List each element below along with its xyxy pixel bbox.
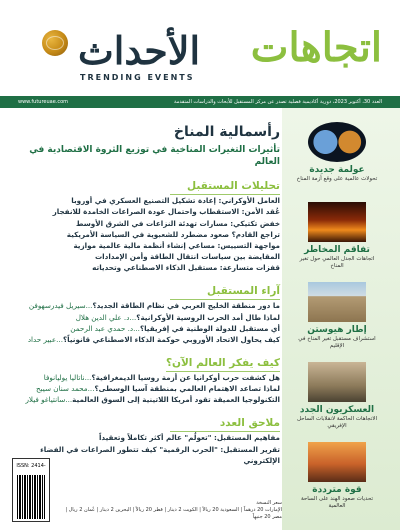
dry-land-image (308, 282, 366, 322)
list-item: التكنولوجيا العميقة تقود أمريكا اللاتينية إلى السوق العالمية...سانتياغو فيلار (25, 395, 280, 405)
list-item: ما دور منطقة الخليج العربي في نظام الطاقة الجديد؟...سيريل فيدرسهوفن (28, 301, 280, 311)
magazine-title-dark: الأحداث (78, 28, 200, 73)
feature-column (282, 108, 400, 530)
issue-info-bar (0, 96, 400, 108)
section-supplements (12, 405, 280, 465)
feature-item (294, 442, 380, 510)
globe-logo-icon (42, 30, 68, 56)
section-heading: ملاحق العدد (170, 417, 280, 432)
barcode-bars-icon (17, 475, 45, 519)
masthead (0, 0, 400, 96)
list-item: لماذا تصاعد الاهتمام العالمي بمنطقة آسيا الوسطى؟...محمد سنان سيبح (36, 384, 280, 394)
list-item: كيف يحاول الاتحاد الأوروبي حوكمة الذكاء الاصطناعي قانونياً؟...عبير حداد (27, 334, 280, 344)
lead-subtitle: تأثيرات التغيرات المناخية في توزيع الثروة الاقتصادية في العالم (29, 145, 280, 168)
feature-subtitle: تحولات عالمية على وقع أزمة المناخ (296, 175, 378, 182)
feature-subtitle: اتجاهات الجدل العالمي حول تغير المناخ (299, 255, 375, 269)
feature-subtitle: تحديات صعود الهند على الساحة العالمية (300, 495, 374, 509)
feature-item (294, 202, 380, 270)
planets-image (308, 122, 366, 162)
section-heading: كيف يفكر العالم الآن؟ (166, 357, 280, 372)
list-item: هل كشفت حرب أوكرانيا عن أزمة روسيا الديمغرافية؟...ناتاليا يوليانوفا (43, 373, 280, 382)
feature-title: قوة مترددة (312, 485, 362, 495)
section-heading: تحليلات المستقبل (170, 180, 280, 195)
feature-title: العسكريون الجدد (299, 405, 375, 415)
wildfire-image (308, 202, 366, 242)
feature-item (294, 122, 380, 183)
lead-title: رأسمالية المناخ (173, 124, 280, 140)
feature-subtitle: استشراف مستقبل تغير المناخ في الإقليم (298, 335, 376, 349)
feature-title: عولمة جديدة (309, 165, 365, 175)
barcode (12, 458, 50, 522)
issn-number: ISSN: 2414- (16, 463, 46, 469)
feature-subtitle: الاتجاهات الحاكمة لانقلابات الساحل الإفريقي (296, 415, 378, 429)
india-gate-image (308, 442, 366, 482)
list-item: العامل الأوكراني: إعادة تشكيل التصنيع العسكري في أوروبا (71, 196, 280, 206)
list-item: المقايضة بين سياسات انتقال الطاقة وأمن الإمدادات (94, 252, 280, 262)
price-list (58, 500, 282, 521)
soldiers-image (308, 362, 366, 402)
magazine-title-latin: TRENDING EVENTS (80, 73, 195, 82)
list-item: مواجهة التسييس: مساعي إنشاء أنظمة مالية عالمية موازية (73, 240, 280, 250)
issue-info: العدد 30، أكتوبر 2023، دورية أكاديمية فصلية تصدر عن مركز المستقبل للأبحاث والدراسات المتقدمة (174, 99, 382, 105)
section-future-analyses (12, 168, 280, 273)
section-heading: آراء المستقبل (170, 285, 280, 300)
list-item: أي مستقبل للدولة الوطنية في إفريقيا؟...د. حمدي عبد الرحمن (70, 323, 280, 333)
price-line: الإمارات 20 درهماً | السعودية 20 ريالاً | الكويت 2 دينار | قطر 20 ريالاً | البحرين 2 دينار | عُمان 2 ريال | مصر 20 جنيهاً (65, 507, 282, 520)
list-item: تراجع القادم؟ صعود مضطرد للشعبوية في السياسة الأمريكية (66, 229, 280, 239)
contents-column (12, 112, 280, 466)
feature-item (294, 282, 380, 350)
list-item: عُقد الأمن: الاستقطاب واحتمال عودة الصراعات الخامدة للانفجار (52, 207, 280, 217)
section-future-opinions (12, 273, 280, 345)
website-link[interactable]: www.futureuae.com (18, 99, 69, 105)
list-item: لماذا طال أمد الحرب الروسية الأوكرانية؟...د. علي الدين هلال (75, 312, 280, 322)
price-heading: سعر النسخة (256, 500, 282, 506)
list-item: قفزات متسارعة: مستقبل الذكاء الاصطناعي وتحدياته (92, 263, 280, 273)
list-item: خفض تكتيكي: مسارات تهدئة النزاعات في الشرق الأوسط (76, 218, 280, 228)
feature-title: إطار هيوستن (307, 325, 367, 335)
list-item: تقرير المستقبل: "الحرب الرقمية" كيف تتطور الصراعات في الفضاء الإلكتروني (40, 444, 280, 465)
list-item: مفاهيم المستقبل: "تعولُم" عالم أكثر تكاملاً وتعقيداً (98, 433, 280, 443)
magazine-title-green: اتجاهات (250, 24, 382, 71)
feature-item (294, 362, 380, 430)
section-world-thinking (12, 345, 280, 405)
feature-title: تفاقم المخاطر (304, 245, 370, 255)
